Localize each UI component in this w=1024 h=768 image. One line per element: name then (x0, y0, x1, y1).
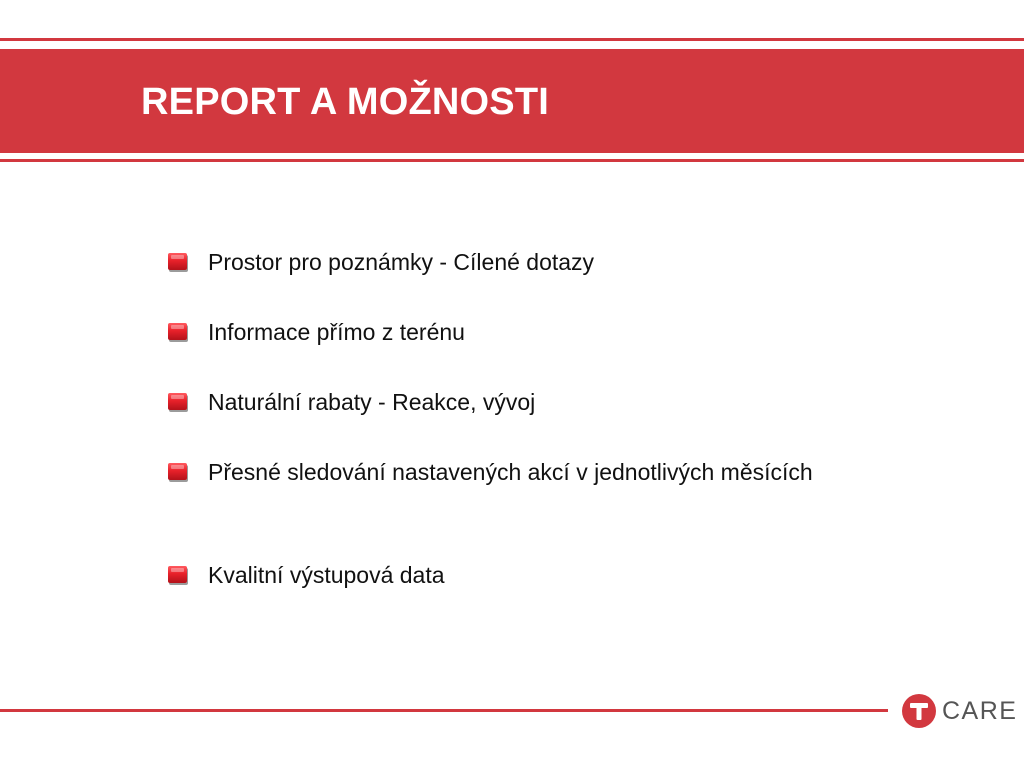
bullet-icon (168, 463, 187, 480)
bullet-icon (168, 253, 187, 270)
bullet-text: Prostor pro poznámky - Cílené dotazy (208, 249, 595, 275)
logo-text: CARE (942, 697, 1018, 725)
t-circle-icon (902, 694, 936, 728)
bullet-text: Přesné sledování nastavených akcí v jednotlivých měsících (208, 459, 813, 485)
bullet-text: Naturální rabaty - Reakce, vývoj (208, 389, 536, 415)
top-divider (0, 38, 1024, 41)
bullet-text: Informace přímo z terénu (208, 319, 465, 345)
slide-title: REPORT A MOŽNOSTI (141, 81, 550, 123)
bullet-icon (168, 566, 187, 583)
care-logo (902, 692, 1018, 732)
bullet-icon (168, 323, 187, 340)
bullet-icon (168, 393, 187, 410)
bullet-text: Kvalitní výstupová data (208, 562, 445, 588)
bottom-divider (0, 709, 888, 712)
title-divider (0, 159, 1024, 162)
